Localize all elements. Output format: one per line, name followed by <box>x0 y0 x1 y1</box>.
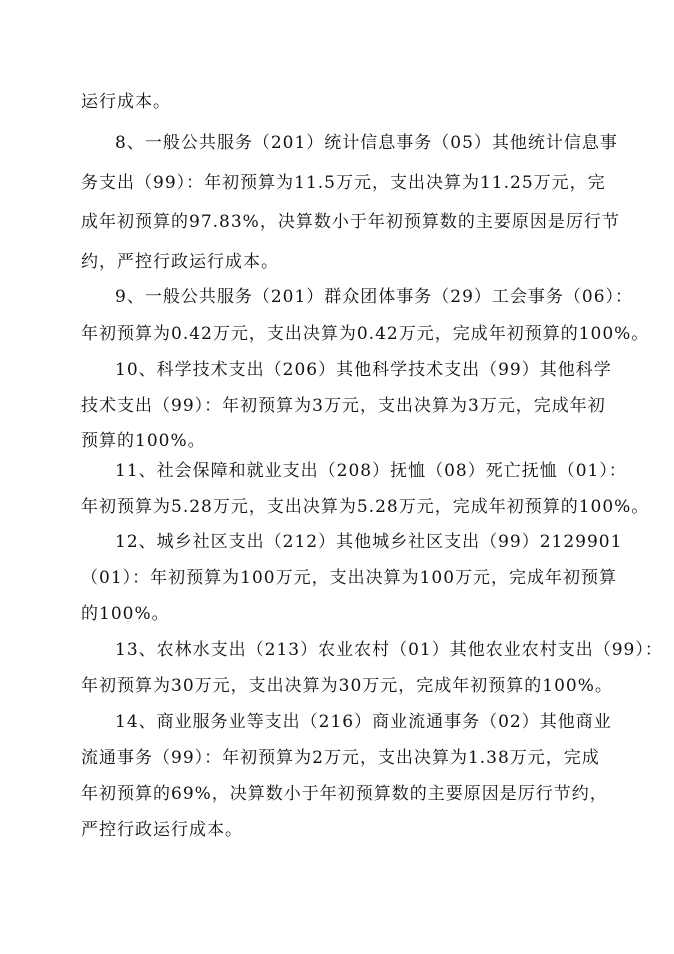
text-line: 年初预算为0.42万元，支出决算为0.42万元，完成年初预算的100%。 <box>81 324 650 344</box>
text-line: 年初预算为30万元，支出决算为30万元，完成年初预算的100%。 <box>81 676 613 696</box>
text-line: 技术支出（99）：年初预算为3万元，支出决算为3万元，完成年初 <box>81 396 606 416</box>
text-line: 年初预算的69%，决算数小于年初预算数的主要原因是厉行节约， <box>81 784 608 804</box>
text-line: （01）：年初预算为100万元，支出决算为100万元，完成年初预算 <box>81 568 618 588</box>
text-line: 11、社会保障和就业支出（208）抚恤（08）死亡抚恤（01）： <box>115 461 627 481</box>
text-line: 运行成本。 <box>81 92 171 112</box>
text-line: 8、一般公共服务（201）统计信息事务（05）其他统计信息事 <box>115 133 618 153</box>
text-line: 年初预算为5.28万元，支出决算为5.28万元，完成年初预算的100%。 <box>81 497 650 517</box>
text-line: 约，严控行政运行成本。 <box>81 252 279 272</box>
text-line: 13、农林水支出（213）农业农村（01）其他农业农村支出（99）： <box>115 640 663 660</box>
text-line: 10、科学技术支出（206）其他科学技术支出（99）其他科学 <box>115 360 612 380</box>
text-line: 12、城乡社区支出（212）其他城乡社区支出（99）2129901 <box>115 532 623 552</box>
text-line: 流通事务（99）：年初预算为2万元，支出决算为1.38万元，完成 <box>81 748 600 768</box>
text-line: 成年初预算的97.83%，决算数小于年初预算数的主要原因是厉行节 <box>81 212 620 232</box>
text-line: 预算的100%。 <box>81 431 206 451</box>
text-line: 严控行政运行成本。 <box>81 820 243 840</box>
text-line: 的100%。 <box>81 604 170 624</box>
text-line: 务支出（99）：年初预算为11.5万元，支出决算为11.25万元，完 <box>81 173 606 193</box>
text-line: 14、商业服务业等支出（216）商业流通事务（02）其他商业 <box>115 712 612 732</box>
text-line: 9、一般公共服务（201）群众团体事务（29）工会事务（06）： <box>115 287 634 307</box>
